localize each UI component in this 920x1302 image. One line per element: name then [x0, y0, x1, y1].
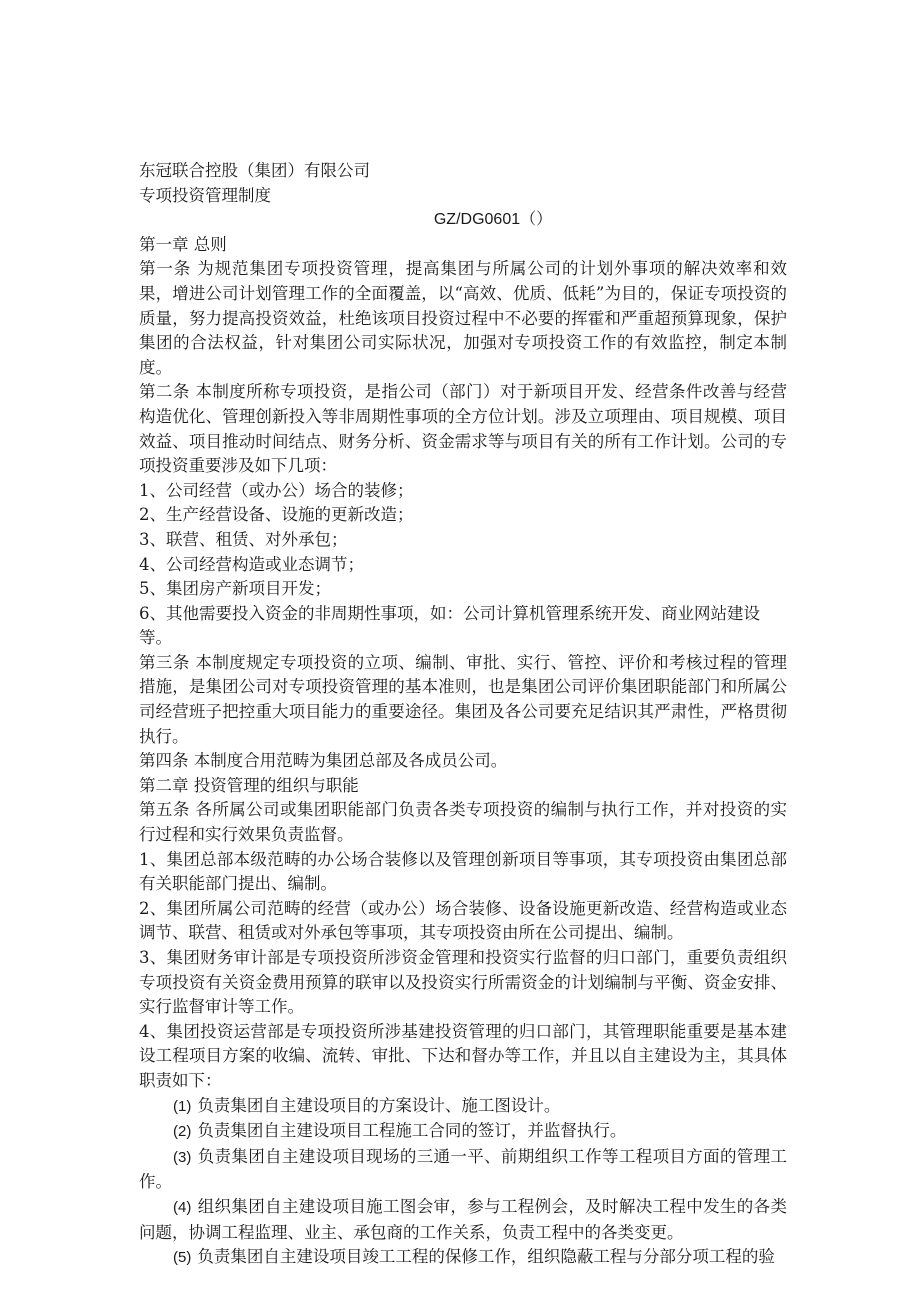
- article-3: 第三条 本制度规定专项投资的立项、编制、审批、实行、管控、评价和考核过程的管理措施，是集团公司对专项投资管理的基本准则，也是集团公司评价集团职能部门和所属公司经营班子把控重大项目能力的重要途径。集团及各公司要充足结识其严肃性，严格贯彻执行。: [139, 652, 787, 746]
- sub-list-item: [139, 1245, 787, 1271]
- document-title: 专项投资管理制度: [139, 185, 271, 205]
- sub-item-number: (5): [173, 1249, 192, 1267]
- company-name: 东冠联合控股（集团）有限公司: [139, 161, 370, 180]
- sub-item-text: 组织集团自主建设项目施工图会审，参与工程例会，及时解决工程中发生的各类问题，协调工程监理、业主、承包商的工作关系，负责工程中的各类变更。: [139, 1196, 787, 1242]
- article-1: 第一条 为规范集团专项投资管理，提高集团与所属公司的计划外事项的解决效率和效果，增进公司计划管理工作的全面覆盖，以“高效、优质、低耗”为目的，保证专项投资的质量，努力提高投资效益，杜绝该项目投资过程中不必要的挥霍和严重超预算现象，保护集团的合法权益，针对集团公司实际状况，加强对专项投资工作的有效监控，制定本制度。: [139, 259, 787, 377]
- list-item: 3、联营、租赁、对外承包；: [139, 529, 348, 549]
- list-item: 2、生产经营设备、设施的更新改造；: [139, 505, 414, 525]
- sub-item-text: 负责集团自主建设项目工程施工合同的签订，并监督执行。: [197, 1121, 627, 1141]
- sub-list-item: [139, 1094, 787, 1120]
- sub-item-number: (2): [173, 1123, 192, 1141]
- sub-list-item: [139, 1145, 787, 1195]
- sub-list-item: [139, 1195, 787, 1245]
- list-item: 2、集团所属公司范畴的经营（或办公）场合装修、设备设施更新改造、经营构造或业态调节、联营、租赁或对外承包等事项，其专项投资由所在公司提出、编制。: [139, 898, 787, 943]
- sub-list-item: [139, 1119, 787, 1145]
- article-2: 第二条 本制度所称专项投资，是指公司（部门）对于新项目开发、经营条件改善与经营构造优化、管理创新投入等非周期性事项的全方位计划。涉及立项理由、项目规模、项目效益、项目推动时间结点、财务分析、资金需求等与项目有关的所有工作计划。公司的专项投资重要涉及如下几项：: [139, 382, 787, 476]
- list-item: 5、集团房产新项目开发；: [139, 579, 331, 599]
- chapter-1-heading: 第一章 总则: [139, 234, 227, 254]
- sub-item-number: (1): [173, 1097, 192, 1115]
- list-item: 6、其他需要投入资金的非周期性事项，如：公司计算机管理系统开发、商业网站建设等。: [139, 603, 760, 648]
- article-5: 第五条 各所属公司或集团职能部门负责各类专项投资的编制与执行工作，并对投资的实行过程和实行效果负责监督。: [139, 800, 787, 845]
- list-item: 4、集团投资运营部是专项投资所涉基建投资管理的归口部门，其管理职能重要是基本建设工程项目方案的收编、流转、审批、下达和督办等工作，并且以自主建设为主，其具体职责如下：: [139, 1021, 787, 1090]
- list-item: 1、集团总部本级范畴的办公场合装修以及管理创新项目等事项，其专项投资由集团总部有关职能部门提出、编制。: [139, 849, 787, 894]
- document-body: [139, 159, 787, 1271]
- sub-item-text: 负责集团自主建设项目竣工工程的保修工作，组织隐蔽工程与分部分项工程的验: [197, 1247, 775, 1267]
- list-item: 1、公司经营（或办公）场合的装修；: [139, 480, 414, 500]
- chapter-2-heading: 第二章 投资管理的组织与职能: [139, 775, 359, 795]
- sub-item-text: 负责集团自主建设项目现场的三通一平、前期组织工作等工程项目方面的管理工作。: [139, 1146, 787, 1192]
- sub-item-number: (4): [173, 1198, 192, 1216]
- sub-item-text: 负责集团自主建设项目的方案设计、施工图设计。: [197, 1095, 561, 1115]
- list-item: 3、集团财务审计部是专项投资所涉资金管理和投资实行监督的归口部门，重要负责组织专项投资有关资金费用预算的联审以及投资实行所需资金的计划编制与平衡、资金安排、实行监督审计等工作。: [139, 948, 787, 1017]
- sub-item-number: (3): [173, 1148, 192, 1166]
- list-item: 4、公司经营构造或业态调节；: [139, 554, 364, 574]
- document-code: GZ/DG0601（）: [433, 211, 553, 229]
- article-4: 第四条 本制度合用范畴为集团总部及各成员公司。: [139, 751, 508, 771]
